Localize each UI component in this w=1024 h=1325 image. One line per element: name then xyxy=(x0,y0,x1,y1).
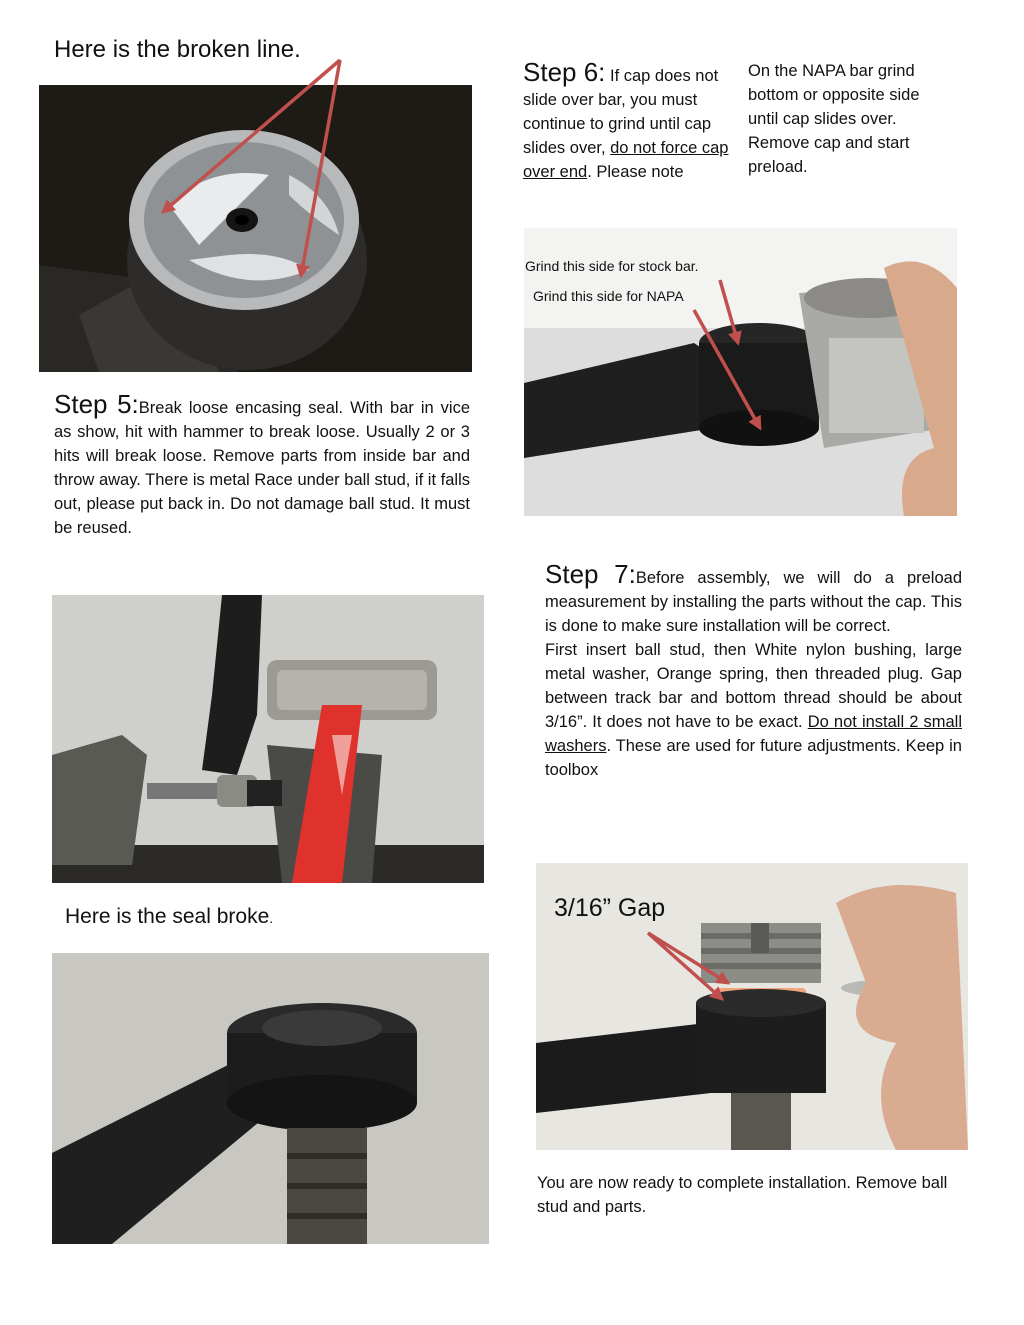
grind-arrows xyxy=(524,228,957,516)
arrow-to-right-break xyxy=(301,60,340,276)
step6-side-note: On the NAPA bar grind bottom or opposite side until cap slides over. Remove cap and start preload. xyxy=(748,62,920,176)
seal-broke-photo xyxy=(52,953,489,1244)
do-not-install-washers: Do not install 2 small washers xyxy=(545,713,962,755)
step6-block: Step 6: If cap does not slide over bar, you must continue to grind until cap slides over, do not force cap over end. Please note xyxy=(523,57,729,181)
step5-heading: Step 5: xyxy=(54,389,139,419)
vice-hammer-photo xyxy=(52,595,484,883)
broken-line-caption: Here is the broken line. xyxy=(54,36,301,63)
do-not-force-note: do not force cap over end xyxy=(523,139,729,181)
ready-text: You are now ready to complete installation. Remove ball stud and parts. xyxy=(537,1174,948,1216)
arrow-gap-top xyxy=(648,933,728,983)
gap-arrows xyxy=(536,863,968,1150)
broken-line-arrows xyxy=(0,0,520,300)
arrow-napa-side xyxy=(694,310,760,428)
step7-block: Step 7:Before assembly, we will do a preload measurement by installing the parts without the cap. This is done to make sure installation will be correct. First insert ball stud, then White nylon bushing, large metal washer, Orange spring, then threaded plug. Gap between track bar and bottom thread should be about 3/16”. It does not have to be exact. Do not install 2 small washers. These are used for future adjustments. Keep in toolbox xyxy=(545,559,962,779)
arrow-stock-side xyxy=(720,280,738,343)
arrow-to-left-break xyxy=(163,60,340,212)
grind-stock-label: Grind this side for stock bar. xyxy=(525,258,699,274)
step7-heading: Step 7: xyxy=(545,559,636,589)
step6-heading: Step 6: xyxy=(523,57,606,87)
grind-napa-label: Grind this side for NAPA xyxy=(533,288,684,304)
seal-broke-caption: Here is the seal broke. xyxy=(65,905,274,928)
gap-label: 3/16” Gap xyxy=(554,894,666,922)
arrow-gap-bottom xyxy=(648,933,722,999)
step5-block xyxy=(54,389,470,540)
step7-para1: Before assembly, we will do a preload measurement by installing the parts without the cap. This is done to make sure installation will be correct. xyxy=(545,569,962,635)
step5-text: Break loose encasing seal. With bar in vice as show, hit with hammer to break loose. Usually 2 or 3 hits will break loose. Remove parts from inside bar and throw away. There is metal Race under ball stud, if it falls out, please put back in. Do not damage ball stud. It must be reused. xyxy=(54,399,470,537)
